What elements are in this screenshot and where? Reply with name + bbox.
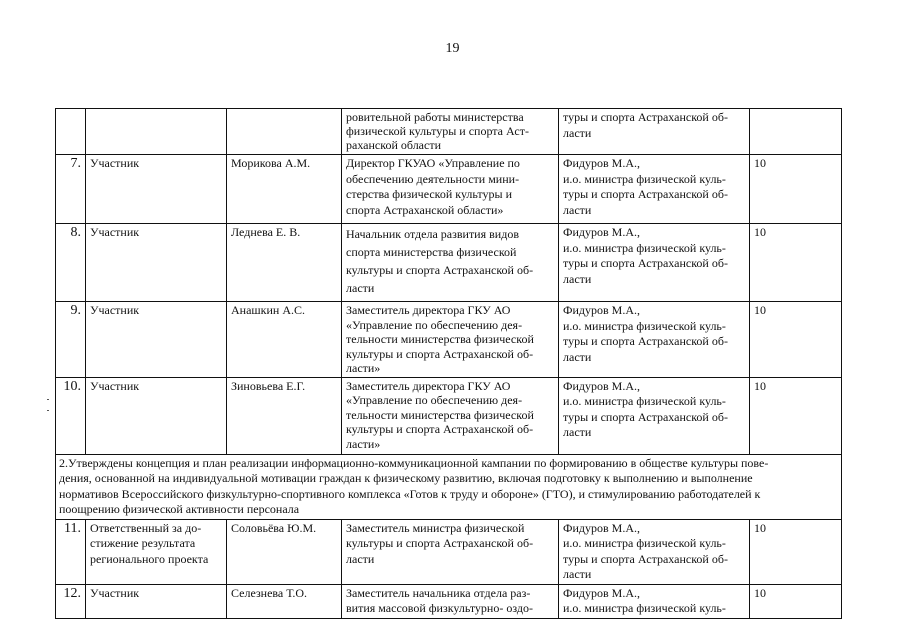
row-supervisor: Фидуров М.А., и.о. министра физической куль- туры и спорта Астраханской об- ласти (559, 224, 750, 302)
row-supervisor: Фидуров М.А., и.о. министра физической куль- туры и спорта Астраханской об- ласти (559, 302, 750, 378)
table-row (56, 224, 842, 302)
table-row (56, 519, 842, 584)
row-supervisor: Фидуров М.А., и.о. министра физической куль- туры и спорта Астраханской об- ласти (559, 377, 750, 454)
row-role: Участник (86, 302, 227, 378)
row-position: ровительной работы министерства физической культуры и спорта Аст- раханской области (342, 109, 559, 155)
row-supervisor: Фидуров М.А., и.о. министра физической куль- (559, 584, 750, 618)
row-position: Начальник отдела развития видов спорта министерства физической культуры и спорта Астраханской об- ласти (342, 224, 559, 302)
row-name: Селезнева Т.О. (227, 584, 342, 618)
row-supervisor: Фидуров М.А., и.о. министра физической куль- туры и спорта Астраханской об- ласти (559, 519, 750, 584)
row-number: 10. (56, 377, 86, 454)
row-name: Леднева Е. В. (227, 224, 342, 302)
row-name: Морикова А.М. (227, 155, 342, 224)
row-role: Участник (86, 224, 227, 302)
row-value: 10 (750, 584, 842, 618)
row-value: 10 (750, 377, 842, 454)
row-value (750, 109, 842, 155)
scan-speck (47, 399, 49, 400)
scan-speck (47, 410, 49, 411)
table-row (56, 377, 842, 454)
row-position: Директор ГКУАО «Управление по обеспечению деятельности мини- стерства физической культуры и спорта Астраханской области» (342, 155, 559, 224)
row-supervisor: туры и спорта Астраханской об- ласти (559, 109, 750, 155)
row-value: 10 (750, 519, 842, 584)
row-number (56, 109, 86, 155)
row-number: 12. (56, 584, 86, 618)
row-role: Ответственный за до- стижение результата регионального проекта (86, 519, 227, 584)
row-value: 10 (750, 302, 842, 378)
row-number: 8. (56, 224, 86, 302)
row-value: 10 (750, 224, 842, 302)
row-role: Участник (86, 155, 227, 224)
row-number: 9. (56, 302, 86, 378)
row-position: Заместитель директора ГКУ АО «Управление по обеспечению дея- тельности министерства физической культуры и спорта Астраханской об- ласти» (342, 377, 559, 454)
table-row (56, 109, 842, 155)
row-position: Заместитель министра физической культуры и спорта Астраханской об- ласти (342, 519, 559, 584)
row-name: Анашкин А.С. (227, 302, 342, 378)
row-number: 11. (56, 519, 86, 584)
participants-table (55, 108, 842, 619)
section-heading: 2.Утверждены концепция и план реализации информационно-коммуникационной кампании по формированию в обществе культуры пове- дения, основанной на индивидуальной мотивации граждан к физическому развитию, включая подготовку к выполнению и выполнение нормативов Всероссийского физкультурно-спортивного комплекса «Готов к труду и обороне» (ГТО), и стимулированию работодателей к поощрению физической активности персонала (56, 454, 842, 519)
row-name: Зиновьева Е.Г. (227, 377, 342, 454)
row-name: Соловьёва Ю.М. (227, 519, 342, 584)
row-number: 7. (56, 155, 86, 224)
row-position: Заместитель директора ГКУ АО «Управление по обеспечению дея- тельности министерства физической культуры и спорта Астраханской об- ласти» (342, 302, 559, 378)
row-supervisor: Фидуров М.А., и.о. министра физической куль- туры и спорта Астраханской об- ласти (559, 155, 750, 224)
section-row (56, 454, 842, 519)
row-role: Участник (86, 584, 227, 618)
row-position: Заместитель начальника отдела раз- вития массовой физкультурно- оздо- (342, 584, 559, 618)
page-number: 19 (445, 41, 460, 56)
table-row (56, 155, 842, 224)
row-name (227, 109, 342, 155)
table-row (56, 302, 842, 378)
row-role: Участник (86, 377, 227, 454)
row-role (86, 109, 227, 155)
table-row (56, 584, 842, 618)
row-value: 10 (750, 155, 842, 224)
